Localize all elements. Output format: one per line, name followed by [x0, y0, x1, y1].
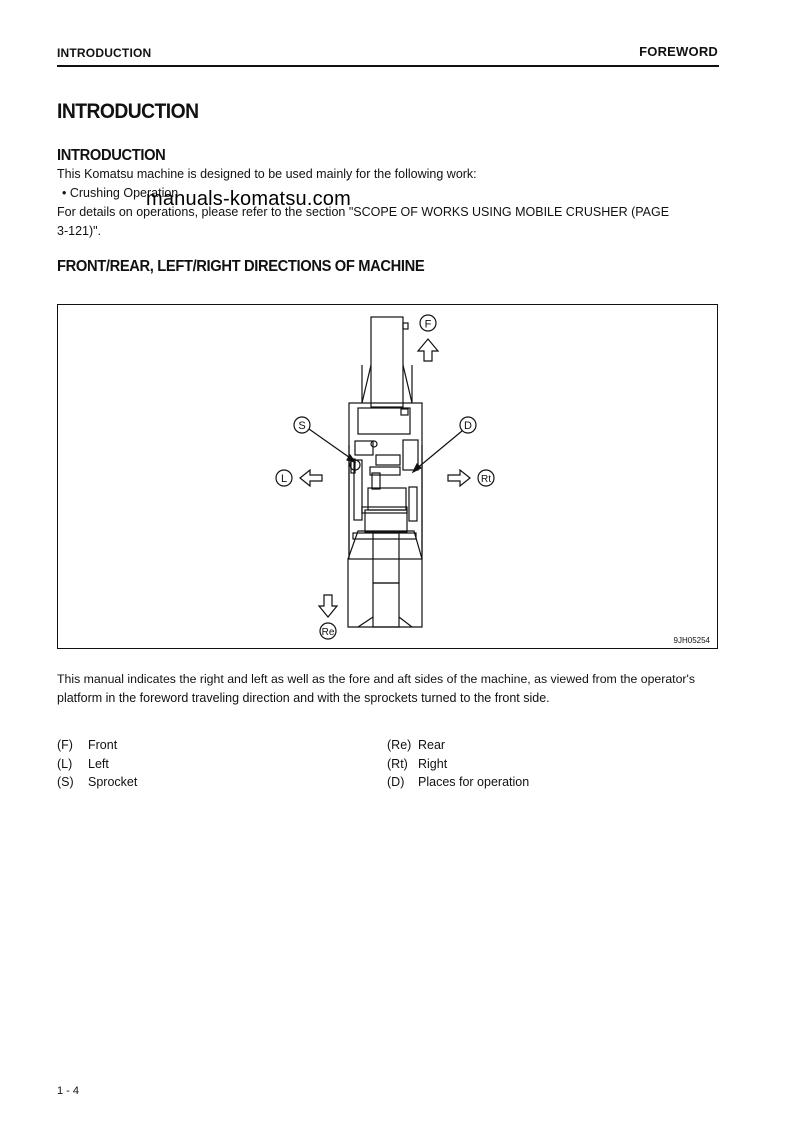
legend-label: Places for operation: [418, 775, 530, 789]
legend-item: [57, 738, 117, 752]
callout-rear: [320, 623, 336, 639]
page-title: INTRODUCTION: [57, 100, 199, 123]
callout-sprocket: [294, 417, 360, 470]
legend-label: Left: [88, 757, 109, 771]
legend-code: (D): [387, 775, 405, 789]
body-paragraph-line1: This manual indicates the right and left as well as the fore and aft sides of the machine, as viewed from the operator's: [57, 672, 696, 686]
legend-code: (Rt): [387, 757, 408, 771]
legend-code: (Re): [387, 738, 412, 752]
bullet-icon: •: [62, 186, 70, 200]
callout-sprocket-label: S: [298, 420, 306, 432]
legend-code: (F): [57, 738, 73, 752]
callout-front-label: F: [424, 318, 432, 331]
legend-item: [57, 775, 137, 789]
legend-label: Rear: [418, 738, 446, 752]
intro-paragraph-line1: This Komatsu machine is designed to be used mainly for the following work:: [57, 167, 477, 181]
callout-operation-place-label: D: [464, 420, 472, 432]
legend-code: (S): [57, 775, 74, 789]
callout-front: [420, 315, 436, 331]
header-rule: [57, 65, 719, 67]
bullet-text: Crushing Operation: [69, 186, 179, 200]
header-section-label: INTRODUCTION: [57, 46, 152, 60]
front-arrow-icon: [418, 339, 438, 361]
legend-label: Right: [418, 757, 448, 771]
left-arrow-icon: [300, 470, 322, 486]
page-number: 1 - 4: [57, 1085, 80, 1097]
header-chapter-label: FOREWORD: [639, 44, 718, 59]
section-heading-directions: FRONT/REAR, LEFT/RIGHT DIRECTIONS OF MACHINE: [57, 258, 425, 275]
legend-label: Sprocket: [88, 775, 138, 789]
machine-directions-figure: [57, 304, 718, 649]
right-arrow-icon: [448, 470, 470, 486]
callout-right-label: Rt: [481, 474, 491, 485]
intro-paragraph-line3: 3-121)".: [57, 224, 102, 238]
legend-item: [387, 775, 529, 789]
intro-paragraph-line2: For details on operations, please refer to the section "SCOPE OF WORKS USING MOBILE CRUSHER (PAGE: [57, 205, 670, 219]
legend-label: Front: [88, 738, 118, 752]
callout-left: [276, 470, 292, 486]
callout-rear-label: Re: [321, 627, 335, 638]
rear-arrow-icon: [319, 595, 337, 617]
machine-diagram: [58, 305, 719, 650]
callout-left-label: L: [280, 473, 288, 485]
machine-outline: [348, 317, 422, 627]
legend-item: [387, 757, 447, 771]
body-paragraph-line2: platform in the foreword traveling direction and with the sprockets turned to the front side.: [57, 691, 550, 705]
legend-code: (L): [57, 757, 73, 771]
figure-code: 9JH05254: [673, 636, 710, 645]
watermark: manuals-komatsu.com: [146, 188, 351, 210]
legend-item: [57, 757, 109, 771]
callout-right: [478, 470, 494, 486]
legend-item: [387, 738, 445, 752]
section-heading-introduction: INTRODUCTION: [57, 147, 166, 164]
